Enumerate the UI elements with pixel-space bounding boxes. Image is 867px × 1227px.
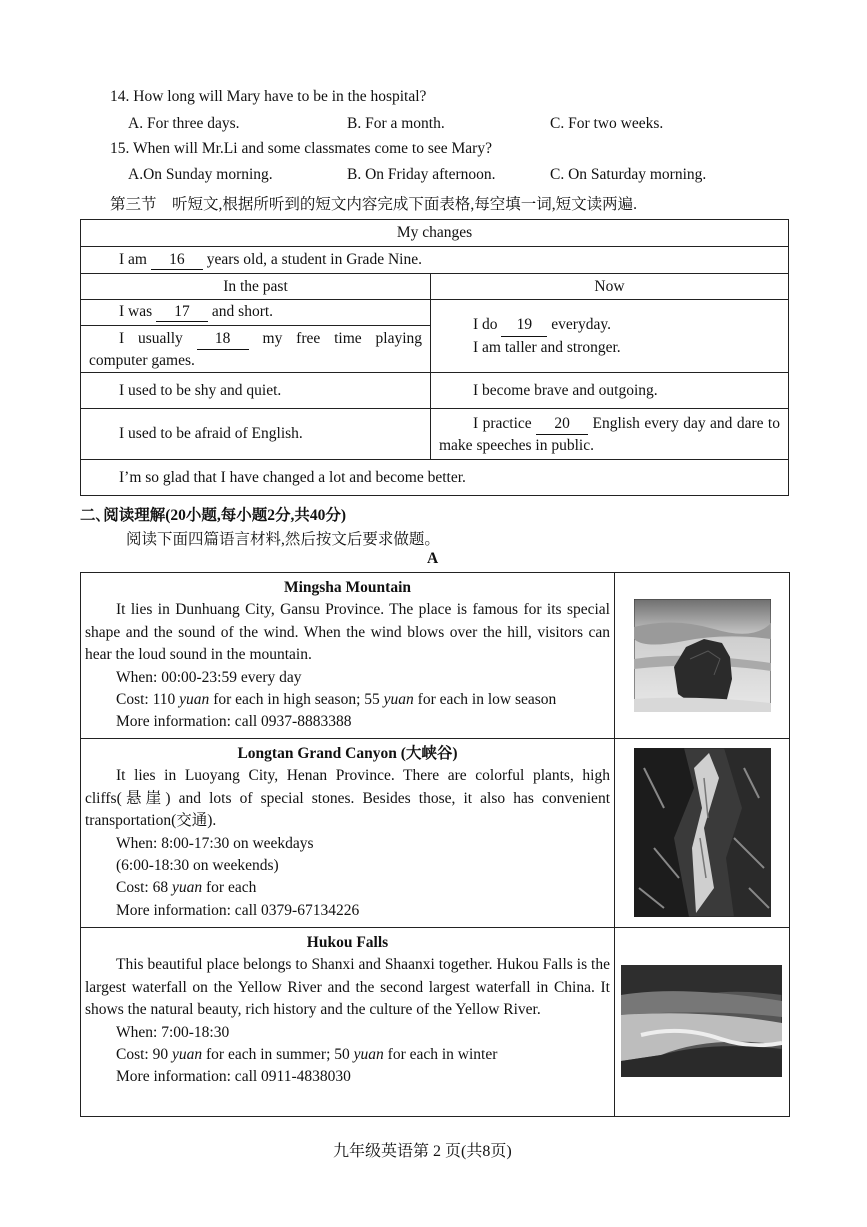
table-title: My changes: [81, 220, 789, 247]
table-line-16: I am 16 years old, a student in Grade Nine.: [81, 247, 789, 274]
place-contact: More information: call 0937-8883388: [116, 713, 352, 731]
place-hours: When: 8:00-17:30 on weekdays: [116, 834, 314, 852]
place-cost: Cost: 68 yuan for each: [116, 879, 257, 897]
part2-heading: 二､阅读理解(20小题,每小题2分,共40分): [80, 507, 347, 524]
place-cost: Cost: 110 yuan for each in high season; 55 yuan for each in low season: [116, 691, 557, 709]
now-row-20: I practice 20 English every day and dare to make speeches in public.: [431, 409, 789, 460]
question-15: 15. When will Mr.Li and some classmates come to see Mary?: [110, 140, 492, 157]
now-row-19: I do 19 everyday. I am taller and stronger.: [431, 300, 789, 373]
question-14: 14. How long will Mary have to be in the hospital?: [110, 88, 427, 105]
table-footer-line: I’m so glad that I have changed a lot and become better.: [81, 460, 789, 496]
photo-cell: [615, 928, 790, 1117]
column-header-now: Now: [431, 274, 789, 300]
part2-instruction: 阅读下面四篇语言材料,然后按文后要求做题。: [126, 531, 440, 548]
waterfall-photo: [621, 965, 782, 1077]
place-card-hukou: [81, 928, 615, 1117]
past-row-17: I was 17 and short.: [81, 300, 431, 326]
q15-option-a: A.On Sunday morning.: [128, 166, 273, 183]
column-header-past: In the past: [81, 274, 431, 300]
place-contact: More information: call 0379-67134226: [116, 901, 360, 919]
past-row-3: I used to be shy and quiet.: [81, 373, 431, 409]
q15-option-c: C. On Saturday morning.: [550, 166, 707, 183]
section3-instruction: 第三节 听短文,根据所听到的短文内容完成下面表格,每空填一词,短文读两遍.: [110, 196, 638, 213]
place-description: It lies in Luoyang City, Henan Province. There are colorful plants, high cliffs(悬崖) and lots of special stones. Besides those, it also has convenient transportation(交通).: [85, 767, 610, 830]
answer-blank-19: 19: [501, 314, 547, 337]
photo-cell: [615, 739, 790, 928]
place-cost: Cost: 90 yuan for each in summer; 50 yuan for each in winter: [116, 1046, 498, 1064]
place-hours: When: 7:00-18:30: [116, 1023, 230, 1041]
attractions-table: [80, 572, 790, 1117]
q14-option-c: C. For two weeks.: [550, 115, 664, 132]
place-card-mingsha: [81, 573, 615, 739]
place-card-longtan: [81, 739, 615, 928]
page-footer: 九年级英语第 2 页(共8页): [333, 1143, 512, 1160]
place-name: Longtan Grand Canyon (大峡谷): [237, 745, 458, 762]
answer-blank-16: 16: [151, 251, 203, 270]
place-name: Mingsha Mountain: [283, 579, 412, 596]
answer-blank-20: 20: [536, 413, 588, 435]
q14-option-b: B. For a month.: [347, 115, 445, 132]
place-contact: More information: call 0911-4838030: [116, 1068, 351, 1086]
place-name: Hukou Falls: [306, 934, 389, 951]
past-row-18: I usually 18 my free time playing computer games.: [81, 326, 431, 373]
photo-cell: [615, 573, 790, 739]
canyon-photo: [634, 748, 771, 917]
now-row-3: I become brave and outgoing.: [431, 373, 789, 409]
place-description: This beautiful place belongs to Shanxi and Shaanxi together. Hukou Falls is the largest waterfall on the Yellow River and the second largest waterfall in China. It shows the natural beauty, rich history and the culture of the Yellow River.: [85, 956, 610, 1019]
past-row-4: I used to be afraid of English.: [81, 409, 431, 460]
place-hours-weekend: (6:00-18:30 on weekends): [116, 857, 279, 875]
q15-option-b: B. On Friday afternoon.: [347, 166, 496, 183]
place-hours: When: 00:00-23:59 every day: [116, 668, 302, 686]
my-changes-table: [80, 219, 789, 496]
rock-in-desert-photo: [634, 599, 771, 712]
place-description: It lies in Dunhuang City, Gansu Province. The place is famous for its special shape and the sound of the wind. When the wind blows over the hill, visitors can hear the loud sound in the mountain.: [85, 601, 610, 664]
q14-option-a: A. For three days.: [128, 115, 240, 132]
passage-label: A: [427, 550, 439, 567]
answer-blank-17: 17: [156, 303, 208, 322]
answer-blank-18: 18: [197, 328, 249, 350]
